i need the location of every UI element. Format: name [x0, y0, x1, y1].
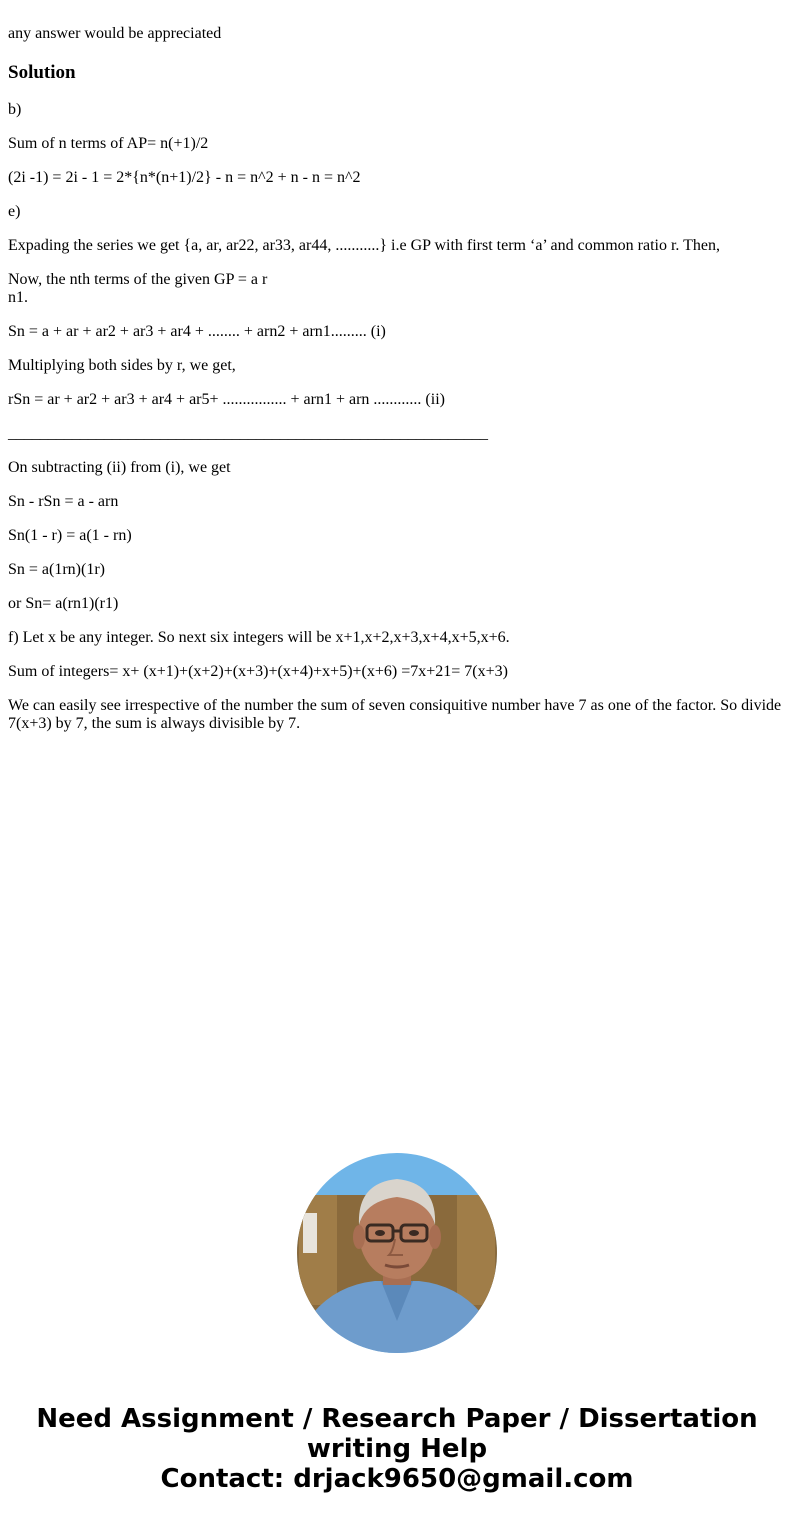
contact-line: Contact: drjack9650@gmail.com — [160, 1464, 634, 1494]
promo-footer — [0, 1404, 794, 1494]
answer-content — [8, 25, 786, 749]
solution-line: Sn(1 - r) = a(1 - rn) — [8, 527, 132, 544]
solution-line: Expading the series we get {a, ar, ar22, ar33, ar44, ...........} i.e GP with first term ‘a’ and common ratio r. Then, — [8, 237, 720, 254]
solution-line: or Sn= a(rn1)(r1) — [8, 595, 119, 612]
solution-line: Now, the nth terms of the given GP = a r n1. — [8, 271, 268, 306]
promo-line: writing Help — [306, 1434, 488, 1464]
divider-rule: ____________________________________________________________ — [8, 425, 488, 442]
solution-line: We can easily see irrespective of the number the sum of seven consiquitive number have 7 as one of the factor. So divide 7(x+3) by 7, the sum is always divisible by 7. — [8, 697, 782, 732]
solution-line: Multiplying both sides by r, we get, — [8, 357, 236, 374]
solution-heading: Solution — [8, 62, 76, 83]
solution-line: e) — [8, 203, 21, 220]
solution-line: (2i -1) = 2i - 1 = 2*{n*(n+1)/2} - n = n^2 + n - n = n^2 — [8, 169, 361, 186]
solution-line: f) Let x be any integer. So next six integers will be x+1,x+2,x+3,x+4,x+5,x+6. — [8, 629, 510, 646]
solution-line: Sn = a(1rn)(1r) — [8, 561, 105, 578]
tutor-portrait-icon — [297, 1153, 497, 1353]
promo-line: Need Assignment / Research Paper / Dissertation — [36, 1404, 758, 1434]
solution-line: b) — [8, 101, 22, 118]
solution-line: rSn = ar + ar2 + ar3 + ar4 + ar5+ ................ + arn1 + arn ............ (ii) — [8, 391, 445, 408]
solution-line: On subtracting (ii) from (i), we get — [8, 459, 231, 476]
tutor-avatar — [297, 1153, 497, 1353]
solution-line: Sum of n terms of AP= n(+1)/2 — [8, 135, 209, 152]
question-text: any answer would be appreciated — [8, 25, 222, 42]
solution-line: Sum of integers= x+ (x+1)+(x+2)+(x+3)+(x+4)+x+5)+(x+6) =7x+21= 7(x+3) — [8, 663, 508, 680]
solution-line: Sn = a + ar + ar2 + ar3 + ar4 + ........ + arn2 + arn1......... (i) — [8, 323, 386, 340]
solution-line: Sn - rSn = a - arn — [8, 493, 119, 510]
